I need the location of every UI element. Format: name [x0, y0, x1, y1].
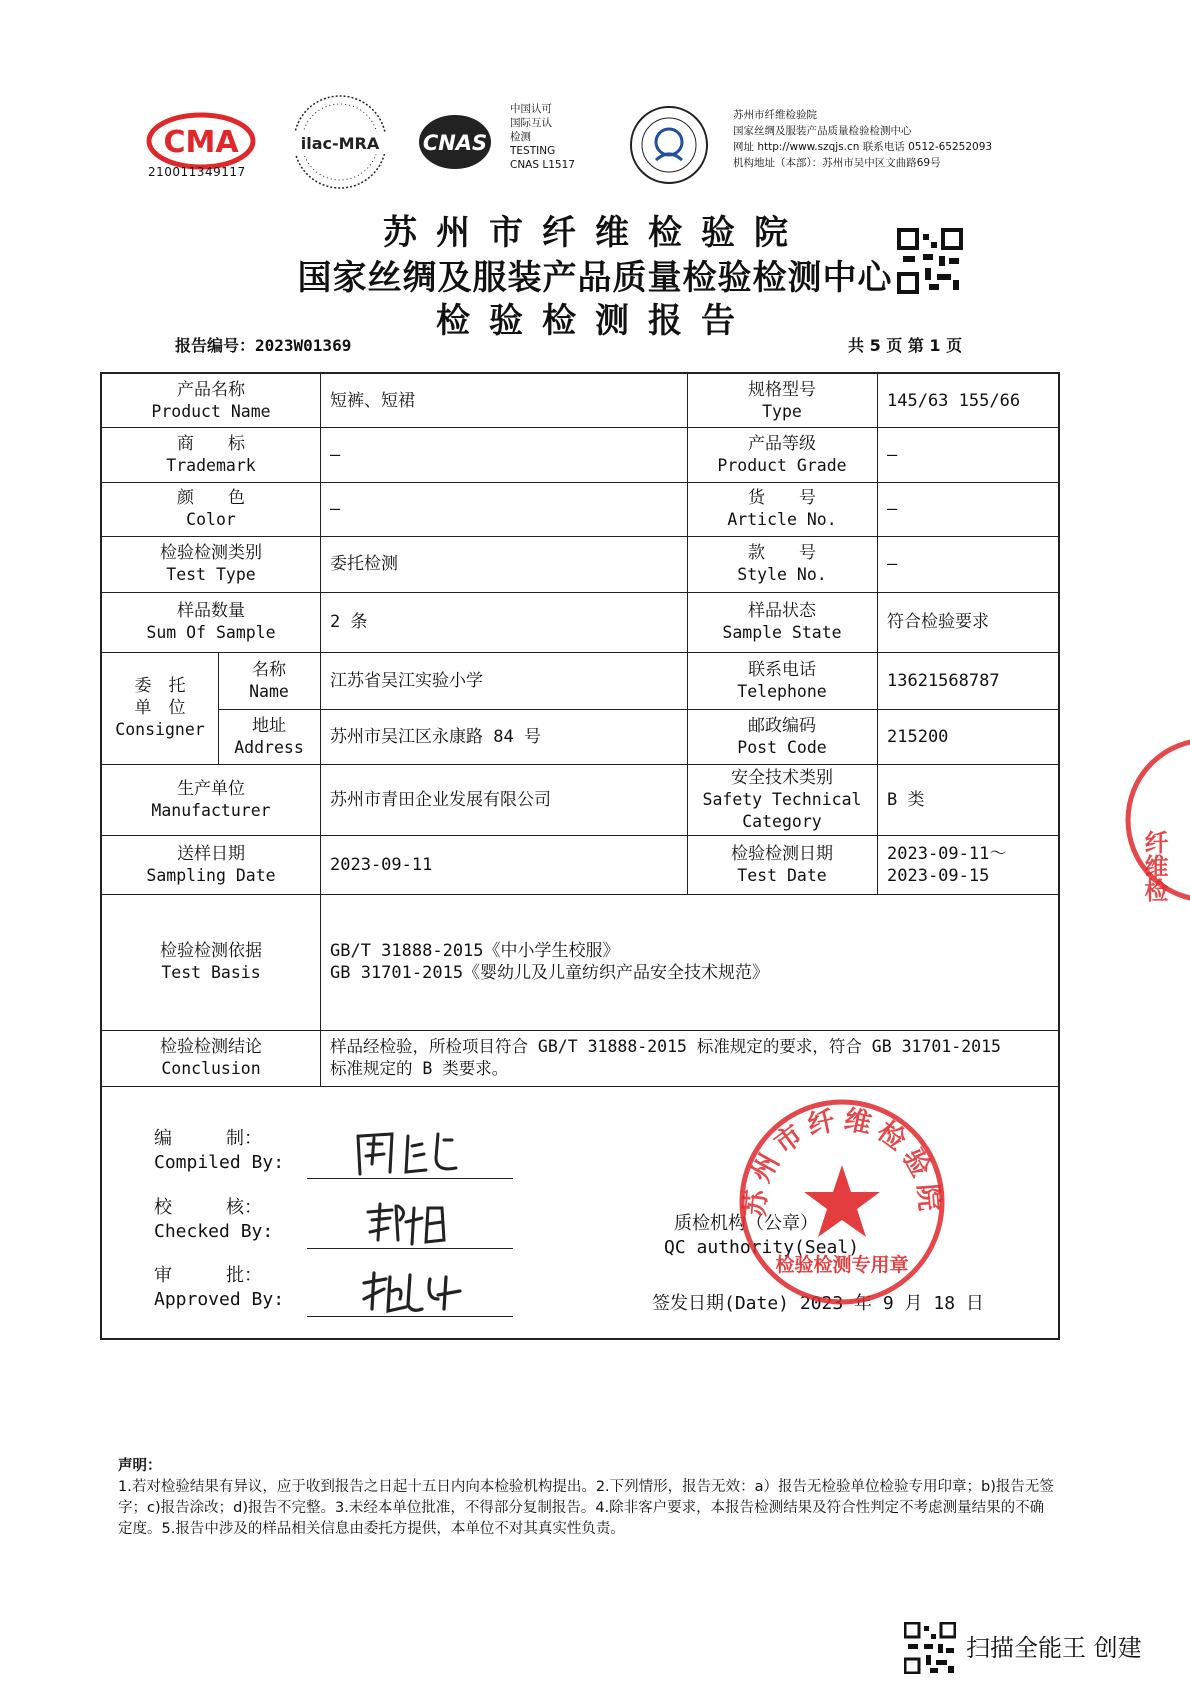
institute-line: 苏州市纤维检验院: [733, 109, 817, 121]
cnas-line: TESTING: [510, 145, 556, 157]
institute-line: 机构地址（本部）：苏州市吴中区文曲路69号: [733, 157, 941, 169]
value-trademark: —: [330, 444, 341, 465]
label-consigner: 委 托 单 位 Consigner: [115, 676, 205, 739]
cnas-logo-text: CNAS: [422, 131, 488, 155]
compiled-signature: [352, 1128, 462, 1178]
title-center: 国家丝绸及服装产品质量检验检测中心: [297, 258, 893, 298]
cma-logo: [145, 110, 257, 172]
checked-signature: [362, 1200, 452, 1248]
label-post-code: 邮政编码 Post Code: [737, 715, 827, 757]
issue-date: 签发日期(Date) 2023 年 9 月 18 日: [652, 1293, 984, 1314]
label-test-date: 检验检测日期 Test Date: [731, 843, 833, 885]
label-sum-of-sample: 样品数量 Sum Of Sample: [146, 601, 276, 642]
checked-signature-line: [307, 1248, 513, 1249]
value-sample-state: 符合检验要求: [887, 612, 989, 632]
seal-text: 苏州市纤维检验院: [740, 1104, 945, 1219]
label-sampling-date: 送样日期 Sampling Date: [146, 843, 276, 885]
qr-code-icon: [897, 228, 963, 294]
label-checked-by: 校 核： Checked By:: [154, 1197, 274, 1242]
label-type: 规格型号 Type: [748, 379, 816, 421]
label-product-name: 产品名称 Product Name: [151, 379, 271, 421]
label-color: 颜 色 Color: [177, 488, 245, 529]
edge-seal-partial: [1118, 735, 1190, 905]
seal-subtext: 检验检测专用章: [775, 1254, 909, 1276]
value-color: —: [330, 499, 341, 519]
label-qc-authority: 质检机构（公章） QC authority(Seal): [664, 1213, 860, 1258]
label-product-grade: 产品等级 Product Grade: [717, 433, 847, 475]
value-product-grade: —: [887, 444, 898, 465]
institute-info: [733, 107, 992, 171]
scanner-qr-icon: [904, 1622, 956, 1674]
value-address: 苏州市吴江区永康路 84 号: [330, 726, 541, 747]
cnas-line: 中国认可: [510, 103, 552, 115]
institute-line: 网址 http://www.szqjs.cn 联系电话 0512-65252093: [733, 141, 993, 153]
value-style-no: —: [887, 554, 898, 574]
value-test-date: 2023-09-11～ 2023-09-15: [887, 843, 1007, 886]
official-seal-stamp: [735, 1095, 950, 1310]
cnas-line: 国际互认: [510, 117, 552, 129]
title-institute: 苏州市纤维检验院: [383, 213, 807, 253]
label-test-basis: 检验检测依据 Test Basis: [160, 941, 262, 982]
cnas-logo: [410, 112, 500, 172]
label-consigner-name: 名称 Name: [249, 659, 289, 701]
ilac-logo-text: ilac-MRA: [300, 134, 380, 153]
declaration-text: 1.若对检验结果有异议，应于收到报告之日起十五日内向本检验机构提出。2.下列情形，报告无效：a）报告无检验单位检验专用印章；b)报告无签字；c)报告涂改；d)报告不完整。3.未经本单位批准，不得部分复制报告。4.除非客户要求，本报告检测结果及符合性判定不考虑测量结果的不确定度。5.报告中涉及的样品相关信息由委托方提供，本单位不对其真实性负责。: [118, 1479, 1054, 1537]
scanner-watermark: 扫描全能王 创建: [966, 1634, 1142, 1662]
edge-seal-text: 纤维检: [1140, 830, 1168, 902]
label-compiled-by: 编 制： Compiled By:: [154, 1128, 285, 1173]
label-conclusion: 检验检测结论 Conclusion: [160, 1037, 262, 1078]
title-report: 检验检测报告: [436, 301, 754, 341]
compiled-signature-line: [307, 1178, 513, 1179]
value-type: 145/63 155/66: [887, 390, 1021, 411]
value-consigner-name: 江苏省吴江实验小学: [330, 670, 483, 691]
report-number: 报告编号：2023W01369: [175, 336, 352, 355]
value-sum-of-sample: 2 条: [330, 612, 368, 632]
label-sample-state: 样品状态 Sample State: [722, 601, 842, 642]
value-product-name: 短裤、短裙: [330, 390, 415, 411]
cnas-line: 检测: [510, 131, 531, 143]
label-address: 地址 Address: [234, 715, 304, 757]
declaration-title: 声明：: [118, 1458, 162, 1474]
label-test-type: 检验检测类别 Test Type: [160, 543, 262, 584]
label-telephone: 联系电话 Telephone: [737, 659, 827, 701]
cma-number: 210011349117: [148, 165, 246, 179]
label-manufacturer: 生产单位 Manufacturer: [151, 778, 271, 820]
cnas-line: CNAS L1517: [510, 159, 575, 171]
institute-logo: [628, 104, 710, 186]
value-test-type: 委托检测: [330, 554, 398, 574]
label-trademark: 商 标 Trademark: [166, 433, 256, 475]
approved-signature: [360, 1269, 470, 1317]
value-sampling-date: 2023-09-11: [330, 854, 433, 875]
value-conclusion: 样品经检验，所检项目符合 GB/T 31888-2015 标准规定的要求，符合 GB 31701-2015 标准规定的 B 类要求。: [330, 1037, 1001, 1078]
label-style-no: 款 号 Style No.: [737, 543, 827, 584]
value-telephone: 13621568787: [887, 670, 1000, 691]
value-article-no: —: [887, 499, 898, 519]
ilac-mra-logo: [285, 92, 395, 192]
declaration: [118, 1456, 1058, 1540]
label-article-no: 货 号 Article No.: [727, 488, 837, 529]
label-safety-category: 安全技术类别 Safety Technical Category: [702, 767, 862, 831]
value-safety-category: B 类: [887, 789, 925, 810]
value-test-basis: GB/T 31888-2015《中小学生校服》 GB 31701-2015《婴幼儿及儿童纺织产品安全技术规范》: [330, 941, 770, 983]
value-post-code: 215200: [887, 726, 949, 747]
page-counter: 共 5 页 第 1 页: [848, 336, 963, 355]
value-manufacturer: 苏州市青田企业发展有限公司: [330, 789, 551, 810]
cnas-accreditation-text: [510, 102, 575, 172]
institute-line: 国家丝绸及服装产品质量检验检测中心: [733, 125, 912, 137]
cma-logo-text: CMA: [163, 125, 239, 160]
label-approved-by: 审 批： Approved By:: [154, 1265, 285, 1310]
